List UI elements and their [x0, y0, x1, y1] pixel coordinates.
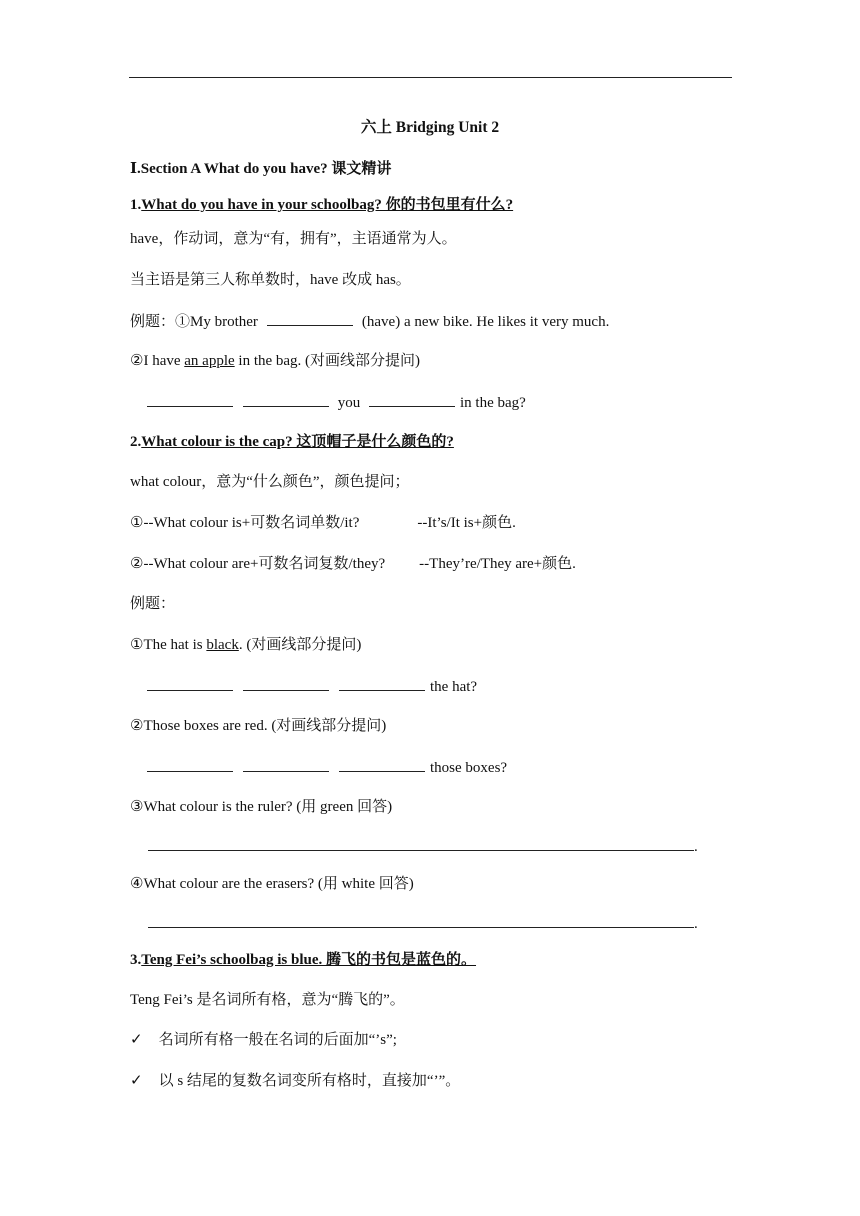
- item2-rule1-question: ①--What colour is+可数名词单数/it?: [130, 515, 360, 531]
- item3-bullet1: [130, 1030, 397, 1050]
- item1-note1: have，作动词，意为“有，拥有”，主语通常为人。: [130, 231, 457, 247]
- answer-blank[interactable]: [339, 757, 425, 772]
- answer-blank[interactable]: [243, 676, 329, 691]
- item2-rule1: [130, 513, 516, 533]
- item2-number: 2.: [130, 434, 142, 450]
- check-icon: ✓: [130, 1032, 143, 1048]
- item2-answer-line3: [148, 836, 698, 857]
- answer-period: .: [694, 916, 698, 932]
- item2-ex1-answer-end: the hat?: [430, 679, 478, 695]
- answer-blank[interactable]: [243, 757, 329, 772]
- answer-blank[interactable]: [147, 676, 233, 691]
- item2-example3: ③What colour is the ruler? (用 green 回答): [130, 799, 393, 815]
- section-heading: Ⅰ.Section A What do you have? 课文精讲: [130, 161, 392, 177]
- item3-bullet1-text: 名词所有格一般在名词的后面加“’s”;: [158, 1032, 397, 1048]
- item3-heading-text: Teng Fei’s schoolbag is blue. 腾飞的书包是蓝色的。: [141, 952, 477, 968]
- item1-ex2-answer-end: in the bag?: [460, 395, 526, 411]
- answer-line[interactable]: [148, 913, 694, 928]
- answer-blank[interactable]: [147, 757, 233, 772]
- item1-ex2-underlined: an apple: [184, 353, 235, 369]
- item2-example2: ②Those boxes are red. (对画线部分提问): [130, 718, 387, 734]
- item1-answer-line: [143, 392, 526, 413]
- answer-period: .: [694, 839, 698, 855]
- check-icon: ✓: [130, 1073, 143, 1089]
- page-title: 六上 Bridging Unit 2: [360, 119, 500, 136]
- item2-note1: what colour，意为“什么颜色”，颜色提问；: [130, 474, 410, 490]
- item2-answer-line4: [148, 913, 698, 934]
- item2-heading-text: What colour is the cap? 这顶帽子是什么颜色的?: [141, 434, 454, 450]
- answer-blank[interactable]: [339, 676, 425, 691]
- item2-rule2-question: ②--What colour are+可数名词复数/they?: [130, 556, 386, 572]
- answer-blank[interactable]: [243, 392, 329, 407]
- item1-ex2-suffix: in the bag. (对画线部分提问): [234, 353, 421, 369]
- item1-heading-text: What do you have in your schoolbag? 你的书包里有什么?: [141, 197, 514, 213]
- answer-blank[interactable]: [369, 392, 455, 407]
- item1-example1: [130, 311, 609, 332]
- item2-answer-line2: [143, 757, 507, 778]
- item2-ex1-prefix: ①The hat is: [130, 637, 207, 653]
- item3-bullet2-text: 以 s 结尾的复数名词变所有格时，直接加“’”。: [158, 1073, 461, 1089]
- answer-blank[interactable]: [267, 311, 353, 326]
- item2-answer-line1: [143, 676, 477, 697]
- item1-example2: [130, 351, 420, 371]
- item2-ex1-suffix: . (对画线部分提问): [238, 637, 362, 653]
- item1-ex1-prefix: 例题：①My brother: [130, 314, 258, 330]
- item2-ex1-underlined: black: [206, 637, 239, 653]
- item2-example1: [130, 635, 361, 655]
- answer-blank[interactable]: [147, 392, 233, 407]
- item2-example4: ④What colour are the erasers? (用 white 回答): [130, 876, 414, 892]
- item1-ex2-answer-mid: you: [337, 395, 361, 411]
- item3-bullet2: [130, 1071, 460, 1091]
- item3-heading: [130, 950, 476, 970]
- item1-number: 1.: [130, 197, 142, 213]
- header-rule: [129, 77, 732, 78]
- item3-number: 3.: [130, 952, 142, 968]
- item2-heading: [130, 432, 454, 452]
- item2-rule2: [130, 554, 576, 574]
- answer-line[interactable]: [148, 836, 694, 851]
- item1-heading: [130, 195, 513, 215]
- item1-note2: 当主语是第三人称单数时，have 改成 has。: [130, 272, 411, 288]
- item1-ex1-suffix: (have) a new bike. He likes it very much.: [361, 314, 610, 330]
- item3-note1: Teng Fei’s 是名词所有格，意为“腾飞的”。: [130, 992, 405, 1008]
- item2-rule1-answer: --It’s/It is+颜色.: [417, 515, 516, 531]
- item1-ex2-prefix: ②I have: [130, 353, 185, 369]
- item2-example-label: 例题：: [130, 596, 176, 612]
- item2-ex2-answer-end: those boxes?: [430, 760, 508, 776]
- item2-rule2-answer: --They’re/They are+颜色.: [419, 556, 576, 572]
